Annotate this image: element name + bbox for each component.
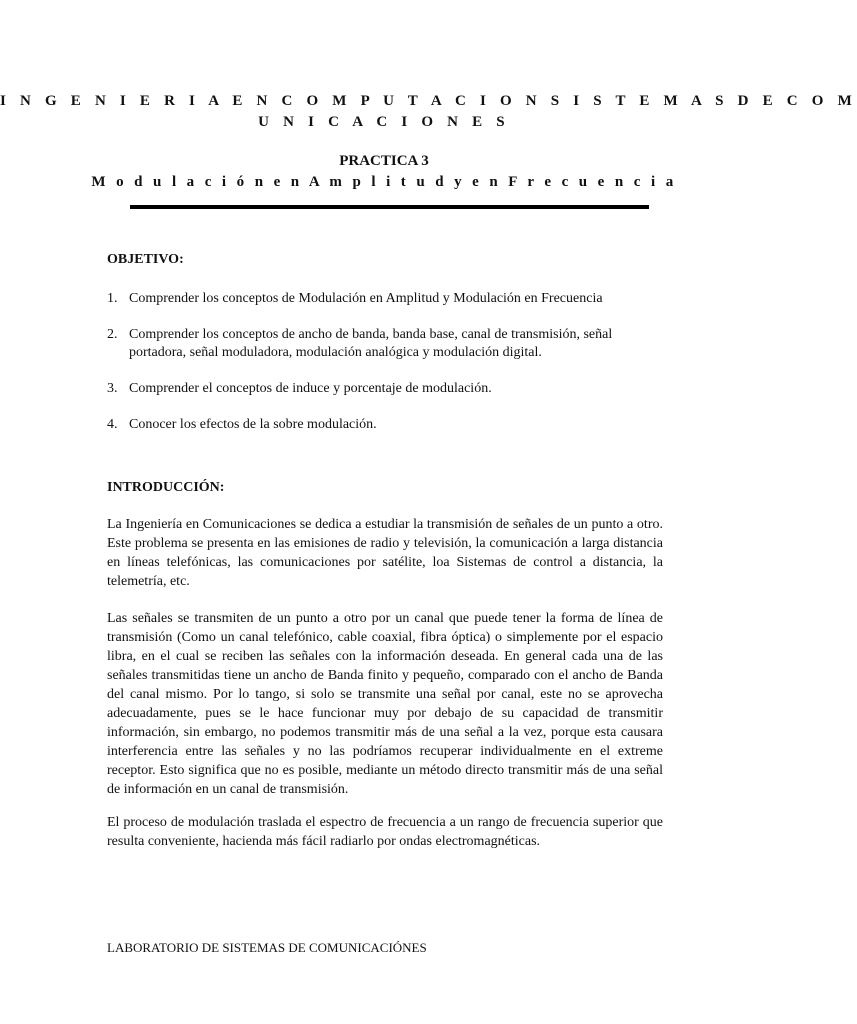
list-number: 4.	[107, 417, 118, 432]
list-text: Comprender los conceptos de Modulación en Amplitud y Modulación en Frecuencia	[129, 291, 603, 306]
list-number: 1.	[107, 291, 118, 306]
list-number: 3.	[107, 381, 118, 396]
practice-subtitle: M o d u l a c i ó n e n A m p l i t u d y e n F r e c u e n c i a	[91, 174, 677, 190]
intro-paragraph-1: La Ingeniería en Comunicaciones se dedica a estudiar la transmisión de señales de un punto a otro. Este problema se presenta en las emisiones de radio y televisión, la comunicación a larga distancia en líneas telefónicas, las comunicaciones por satélite, loa Sistemas de control a distancia, la telemetría, etc.	[107, 517, 663, 589]
objective-heading: OBJETIVO:	[107, 252, 184, 267]
list-item	[107, 416, 667, 434]
program-title-line-2: U N I C A C I O N E S	[258, 114, 510, 130]
list-item	[107, 380, 667, 398]
list-text: Comprender el conceptos de induce y porcentaje de modulación.	[129, 381, 492, 396]
list-text: Comprender los conceptos de ancho de banda, banda base, canal de transmisión, señal portadora, señal moduladora, modulación analógica y modulación digital.	[129, 327, 613, 360]
page-footer: LABORATORIO DE SISTEMAS DE COMUNICACIÓNES	[107, 940, 427, 955]
objective-list	[107, 290, 667, 452]
title-divider	[130, 205, 649, 209]
list-item	[107, 326, 667, 362]
intro-paragraph-3: El proceso de modulación traslada el espectro de frecuencia a un rango de frecuencia superior que resulta conveniente, hacienda más fácil radiarlo por ondas electromagnéticas.	[107, 815, 663, 849]
list-text: Conocer los efectos de la sobre modulación.	[129, 417, 377, 432]
list-number: 2.	[107, 327, 118, 342]
introduction-heading: INTRODUCCIÓN:	[107, 480, 225, 495]
intro-paragraph-2: Las señales se transmiten de un punto a otro por un canal que puede tener la forma de línea de transmisión (Como un canal telefónico, cable coaxial, fibra óptica) o simplemente por el espacio libra, en el cual se reciben las señales con la información deseada. En general cada una de las señales transmitidas tiene un ancho de Banda finito y pequeño, comparado con el ancho de Banda del canal mismo. Por lo tango, si solo se transmite una señal por canal, este no se aprovecha adecuadamente, pues se le hace funcionar muy por debajo de su capacidad de transmitir información, sin embargo, no podemos transmitir más de una señal a la vez, porque esta causara interferencia entre las señales y no las podríamos recuperar individualmente en el extreme receptor. Esto significa que no es posible, mediante un método directo transmitir más de una señal de información en un canal de transmisión.	[107, 611, 663, 797]
list-item	[107, 290, 667, 308]
program-title-line-1: I N G E N I E R I A E N C O M P U T A C I O N S I S T E M A S D E C O M	[0, 93, 857, 109]
practice-number: PRACTICA 3	[339, 153, 429, 169]
